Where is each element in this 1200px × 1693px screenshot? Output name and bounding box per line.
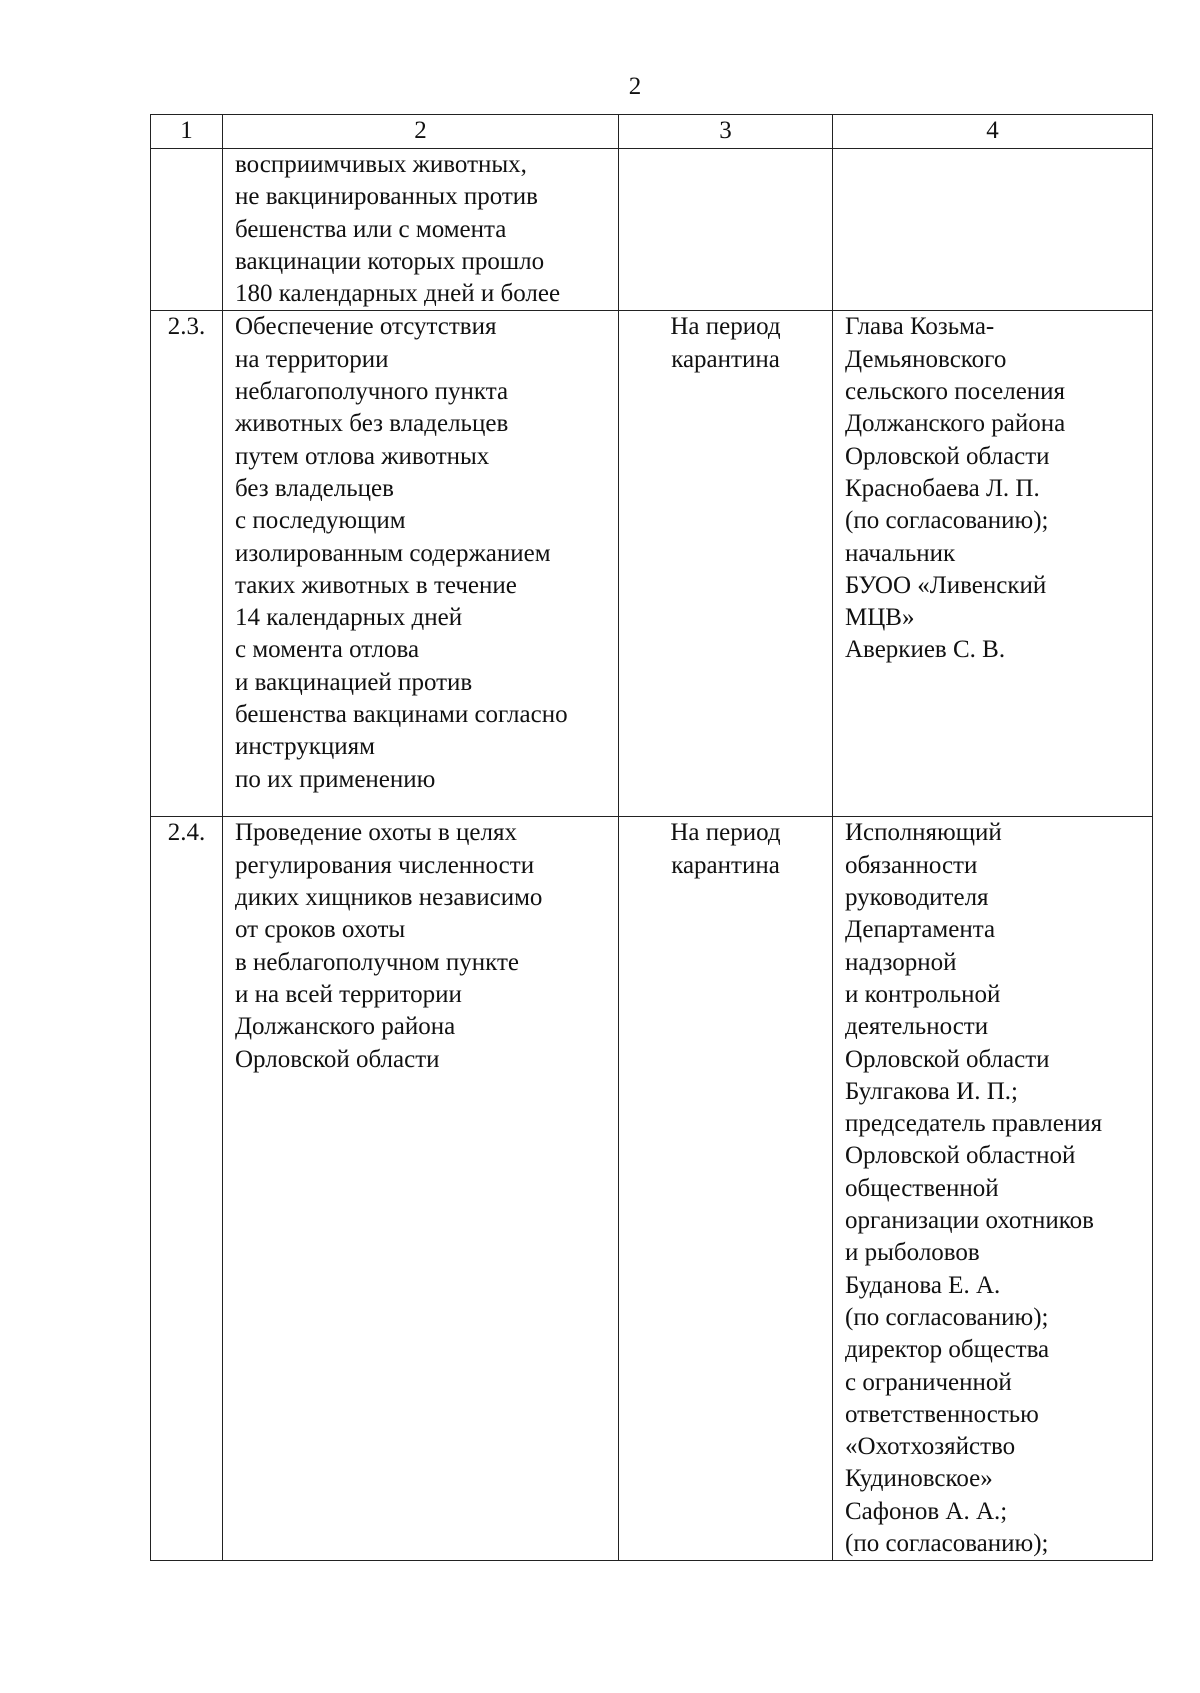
text-line: (по согласованию);: [845, 1530, 1049, 1558]
text-line: Сафонов А. А.;: [845, 1497, 1008, 1525]
column-header-1: 1: [151, 115, 223, 149]
text-line: общественной: [845, 1174, 999, 1202]
text-line: и на всей территории: [235, 980, 462, 1008]
text-line: животных без владельцев: [235, 410, 509, 438]
text-line: от сроков охоты: [235, 916, 406, 944]
text-line: регулирования численности: [235, 851, 535, 879]
text-line: в неблагополучном пункте: [235, 948, 519, 976]
measure-text: [223, 149, 619, 311]
table-row: [151, 149, 1153, 311]
text-line: Орловской области: [235, 1045, 440, 1073]
text-line: Демьяновского: [845, 345, 1007, 373]
table-row: [151, 817, 1153, 1561]
page-number: 2: [628, 73, 642, 100]
text-line: путем отлова животных: [235, 442, 490, 470]
text-line: На период: [670, 313, 781, 341]
column-header-2: 2: [223, 115, 619, 149]
text-line: Департамента: [845, 916, 996, 944]
text-line: 14 календарных дней: [235, 604, 463, 632]
row-number: 2.4.: [151, 817, 223, 1561]
text-line: руководителя: [845, 884, 989, 912]
text-line: надзорной: [845, 948, 957, 976]
responsible-cell: [833, 149, 1153, 311]
text-line: восприимчивых животных,: [235, 151, 527, 178]
text-line: Глава Козьма-: [845, 313, 995, 341]
text-line: и вакцинацией против: [235, 668, 473, 696]
text-line: с ограниченной: [845, 1368, 1012, 1396]
text-line: БУОО «Ливенский: [845, 571, 1047, 599]
text-line: Аверкиев С. В.: [845, 636, 1006, 664]
text-line: (по согласованию);: [845, 507, 1049, 535]
text-line: и рыболовов: [845, 1239, 980, 1267]
text-line: инструкциям: [235, 733, 375, 761]
text-line: Буданова Е. А.: [845, 1271, 1001, 1299]
text-line: организации охотников: [845, 1207, 1094, 1235]
text-line: таких животных в течение: [235, 571, 517, 599]
text-line: директор общества: [845, 1336, 1050, 1364]
column-header-3: 3: [619, 115, 833, 149]
text-line: Кудиновское»: [845, 1465, 993, 1493]
text-line: МЦВ»: [845, 604, 915, 632]
table-row: [151, 311, 1153, 817]
responsible-cell: [833, 311, 1153, 817]
text-line: Обеспечение отсутствия: [235, 313, 497, 341]
text-line: Орловской области: [845, 442, 1050, 470]
text-line: без владельцев: [235, 474, 394, 502]
text-line: карантина: [671, 345, 780, 373]
text-line: карантина: [671, 851, 780, 879]
text-line: изолированным содержанием: [235, 539, 551, 567]
text-line: сельского поселения: [845, 378, 1066, 406]
text-line: не вакцинированных против: [235, 183, 538, 211]
responsible-cell: [833, 817, 1153, 1561]
text-line: Должанского района: [235, 1013, 456, 1041]
text-line: Орловской области: [845, 1045, 1050, 1073]
table-header-row: [151, 115, 1153, 149]
row-number: 2.3.: [151, 311, 223, 817]
column-header-4: 4: [833, 115, 1153, 149]
text-line: вакцинации которых прошло: [235, 247, 545, 275]
text-line: с последующим: [235, 507, 406, 535]
text-line: «Охотхозяйство: [845, 1433, 1016, 1461]
text-line: ответственностью: [845, 1400, 1039, 1428]
text-line: начальник: [845, 539, 956, 567]
measure-text: [223, 817, 619, 1561]
period-cell: [619, 149, 833, 311]
row-number: [151, 149, 223, 311]
text-line: Булгакова И. П.;: [845, 1077, 1018, 1105]
text-line: по их применению: [235, 765, 436, 793]
text-line: председатель правления: [845, 1110, 1103, 1138]
text-line: Исполняющий: [845, 819, 1002, 847]
text-line: на территории: [235, 345, 389, 373]
measures-table: [150, 114, 1153, 1561]
text-line: диких хищников независимо: [235, 884, 543, 912]
text-line: с момента отлова: [235, 636, 420, 664]
text-line: бешенства вакцинами согласно: [235, 701, 568, 729]
period-cell: [619, 817, 833, 1561]
measure-text: [223, 311, 619, 817]
text-line: (по согласованию);: [845, 1303, 1049, 1331]
text-line: бешенства или с момента: [235, 215, 507, 243]
text-line: Орловской областной: [845, 1142, 1076, 1170]
text-line: неблагополучного пункта: [235, 378, 509, 406]
text-line: Проведение охоты в целях: [235, 819, 517, 847]
text-line: обязанности: [845, 851, 978, 879]
text-line: и контрольной: [845, 980, 1001, 1008]
text-line: На период: [670, 819, 781, 847]
text-line: Должанского района: [845, 410, 1066, 438]
text-line: деятельности: [845, 1013, 989, 1041]
period-cell: [619, 311, 833, 817]
text-line: 180 календарных дней и более: [235, 280, 561, 308]
text-line: Краснобаева Л. П.: [845, 474, 1040, 502]
